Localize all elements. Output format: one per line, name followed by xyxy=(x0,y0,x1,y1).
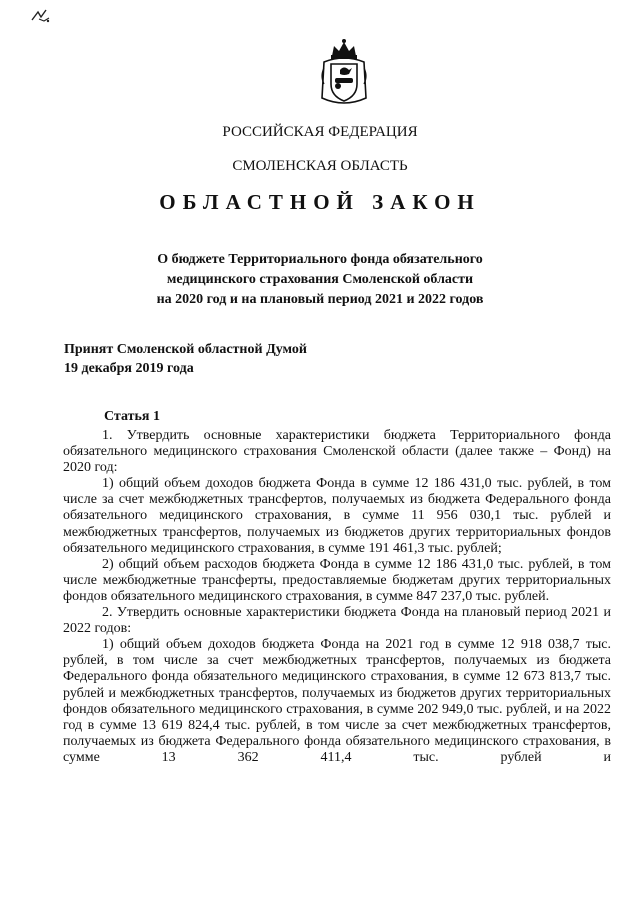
article-paragraph: 1) общий объем доходов бюджета Фонда на 2021 год в сумме 12 918 038,7 тыс. рублей, в том числе за счет межбюджетных трансфертов, получаемых из бюджета Федерального фонда обязательного медицинского страхования, в сумме 12 673 813,7 тыс. рублей и межбюджетных трансфертов, получаемых из бюджетов других территориальных фондов обязательного медицинского страхования, в сумме 202 949,0 тыс. рублей, и на 2022 год в сумме 13 619 824,4 тыс. рублей, в том числе за счет межбюджетных трансфертов, получаемых из бюджета Федерального фонда обязательного медицинского страхования, в сумме 13 362 411,4 тыс. рублей и xyxy=(63,637,611,765)
adoption-info xyxy=(64,340,307,378)
adoption-date: 19 декабря 2019 года xyxy=(64,361,194,376)
scan-mark-icon xyxy=(30,8,52,24)
article-paragraph: 2. Утвердить основные характеристики бюджета Фонда на плановый период 2021 и 2022 годов: xyxy=(63,605,611,637)
country-name: РОССИЙСКАЯ ФЕДЕРАЦИЯ xyxy=(222,124,418,140)
law-title-line: О бюджете Территориального фонда обязательного xyxy=(157,252,483,267)
law-title xyxy=(0,250,640,310)
law-title-line: на 2020 год и на плановый период 2021 и 2022 годов xyxy=(156,292,484,307)
article-paragraph: 1. Утвердить основные характеристики бюджета Территориального фонда обязательного медицинского страхования Смоленской области (далее также – Фонд) на 2020 год: xyxy=(63,428,611,476)
smolensk-coat-of-arms-icon xyxy=(318,38,370,108)
document-type: ОБЛАСТНОЙ ЗАКОН xyxy=(159,190,481,214)
article-heading: Статья 1 xyxy=(104,409,160,424)
law-title-line: медицинского страхования Смоленской области xyxy=(166,272,474,287)
region-name: СМОЛЕНСКАЯ ОБЛАСТЬ xyxy=(232,158,408,174)
article-body xyxy=(63,428,611,766)
adoption-body: Принят Смоленской областной Думой xyxy=(64,342,307,357)
article-paragraph: 1) общий объем доходов бюджета Фонда в сумме 12 186 431,0 тыс. рублей, в том числе за счет межбюджетных трансфертов, получаемых из бюджета Федерального фонда обязательного медицинского страхования, в сумме 11 956 030,1 тыс. рублей и межбюджетных трансфертов, получаемых из бюджетов других территориальных фондов обязательного медицинского страхования, в сумме 191 461,3 тыс. рублей; xyxy=(63,476,611,556)
article-paragraph: 2) общий объем расходов бюджета Фонда в сумме 12 186 431,0 тыс. рублей, в том числе межбюджетные трансферты, предоставляемые бюджетам других территориальных фондов обязательного медицинского страхования, в сумме 847 237,0 тыс. рублей. xyxy=(63,556,611,604)
